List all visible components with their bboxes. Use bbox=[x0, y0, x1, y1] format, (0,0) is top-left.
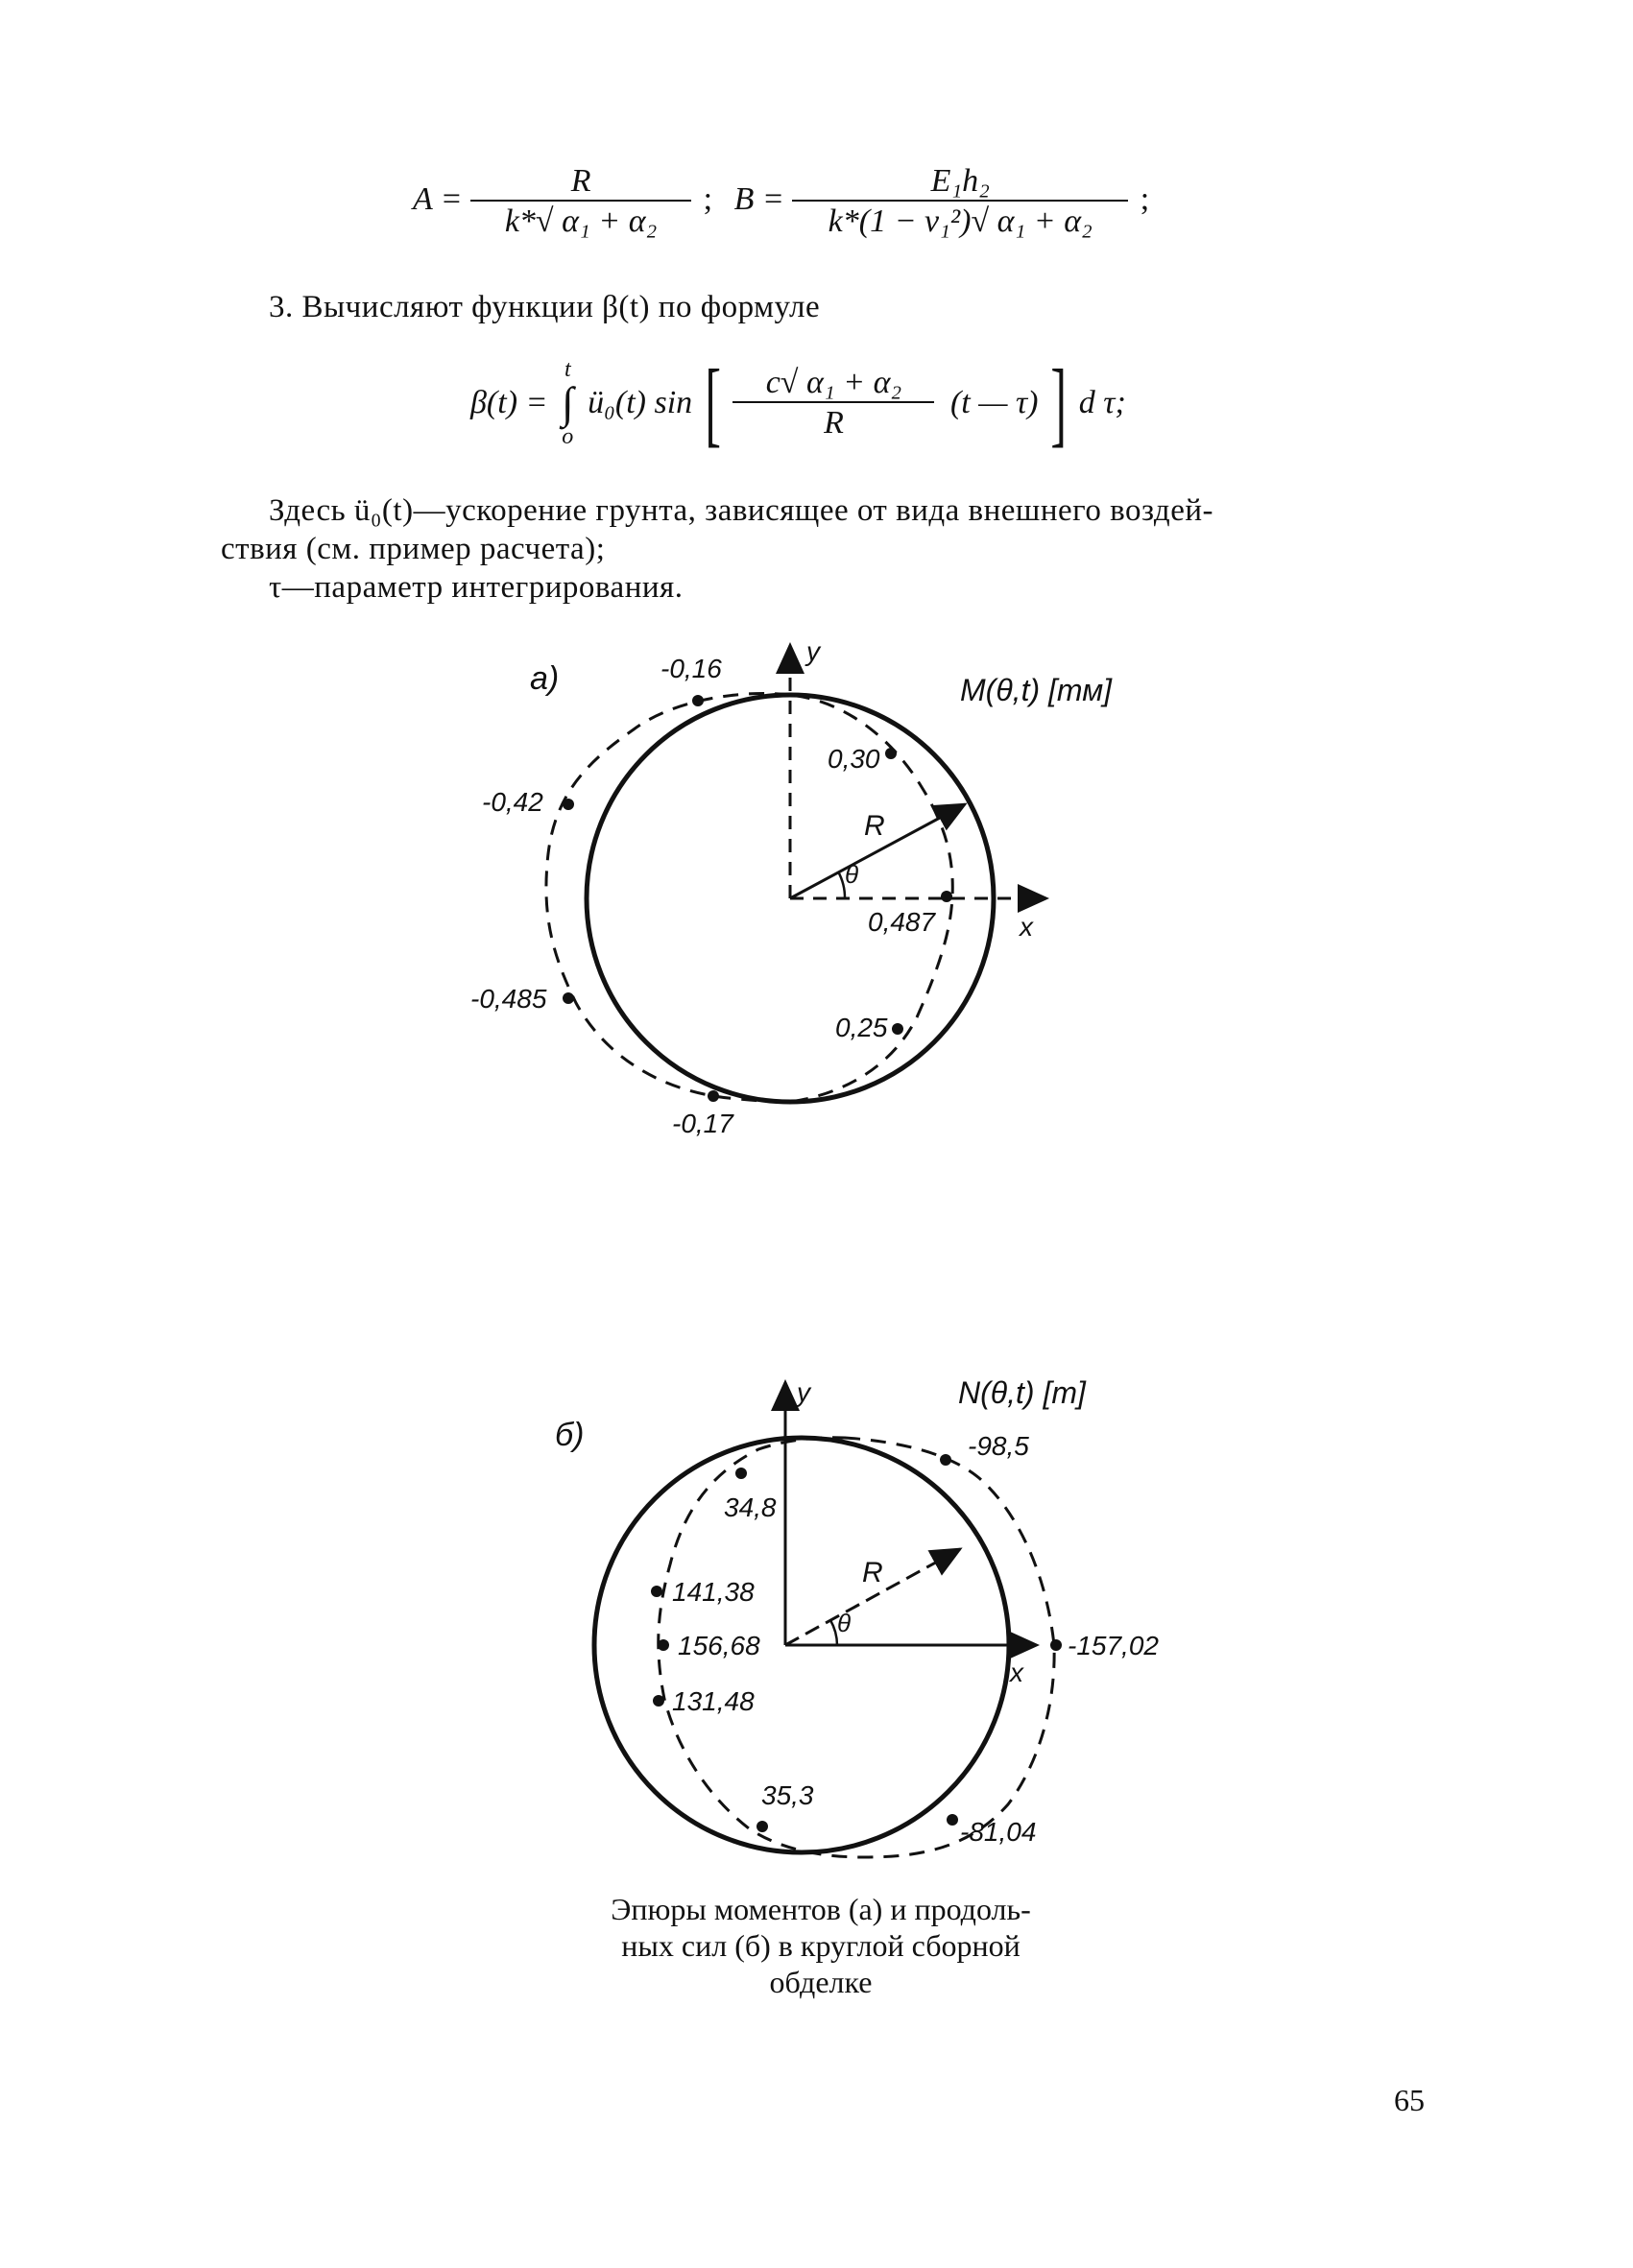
diagram-a-title: M(θ,t) [тм] bbox=[960, 673, 1113, 707]
formula-b-lhs: B = bbox=[733, 180, 784, 217]
formula-a-numerator: R bbox=[570, 163, 591, 199]
angle-arc bbox=[838, 871, 845, 898]
value-label: 0,30 bbox=[828, 744, 880, 774]
diagram-a-label: a) bbox=[530, 660, 560, 697]
formula-a-lhs: A = bbox=[413, 180, 463, 217]
value-label: -157,02 bbox=[1068, 1631, 1159, 1660]
value-label: -81,04 bbox=[960, 1817, 1037, 1847]
caption-line-1: Эпюры моментов (а) и продоль- bbox=[611, 1892, 1031, 1926]
formula-beta bbox=[470, 349, 1126, 456]
formula-beta-fraction bbox=[732, 365, 934, 442]
axis-y-label: y bbox=[797, 1377, 810, 1407]
value-label: 141,38 bbox=[672, 1577, 755, 1607]
point-0487 bbox=[941, 891, 952, 902]
point-14138 bbox=[651, 1586, 662, 1597]
step-3-text: 3. Вычисляют функции β(t) по формуле bbox=[269, 290, 821, 324]
here-paragraph bbox=[221, 491, 1440, 607]
value-label: -0,16 bbox=[660, 654, 722, 683]
radius-label: R bbox=[862, 1557, 883, 1588]
axis-y-label: y bbox=[806, 636, 820, 666]
formula-separator: ; bbox=[703, 180, 713, 217]
page-number: 65 bbox=[1394, 2083, 1425, 2117]
formula-beta-argument: (t — τ) bbox=[949, 385, 1039, 420]
integral-lower-limit: o bbox=[562, 424, 574, 449]
point-m985 bbox=[940, 1454, 951, 1466]
axis-x-label: x bbox=[1010, 1658, 1023, 1687]
point-348 bbox=[735, 1468, 747, 1479]
diagram-b-forces bbox=[0, 1363, 1633, 1881]
point-m15702 bbox=[1050, 1639, 1062, 1651]
here-line-2: ствия (см. пример расчета); bbox=[221, 532, 606, 566]
value-label: 0,25 bbox=[835, 1013, 888, 1042]
caption-line-2: ных сил (б) в круглой сборной bbox=[621, 1928, 1021, 1963]
axis-x-label: x bbox=[1020, 912, 1033, 942]
radius-label: R bbox=[864, 810, 885, 842]
point-m16 bbox=[692, 695, 704, 706]
formula-b-numerator: E₁h₂ bbox=[930, 163, 990, 199]
point-353 bbox=[756, 1821, 768, 1832]
point-m8104 bbox=[947, 1814, 958, 1826]
point-m017 bbox=[708, 1090, 719, 1102]
point-m0485 bbox=[563, 992, 574, 1004]
left-bracket: [ bbox=[705, 349, 721, 456]
value-label: 0,487 bbox=[868, 907, 936, 937]
angle-arc bbox=[830, 1620, 837, 1645]
caption-line-3: обделке bbox=[769, 1965, 873, 1999]
right-bracket: ] bbox=[1050, 349, 1067, 456]
formula-b-denominator: k*(1 − ν₁²)√ α₁ + α₂ bbox=[792, 200, 1128, 240]
point-13148 bbox=[653, 1695, 664, 1707]
point-030 bbox=[885, 748, 897, 759]
formula-beta-tail: d τ; bbox=[1078, 385, 1126, 420]
integral-symbol: ∫ bbox=[561, 378, 574, 427]
formula-end: ; bbox=[1140, 180, 1150, 217]
value-label: -0,17 bbox=[672, 1109, 733, 1138]
tau-line: τ—параметр интегрирования. bbox=[269, 570, 684, 605]
diagram-b-label: б) bbox=[555, 1417, 585, 1453]
formula-b-fraction bbox=[792, 163, 1128, 240]
integral-upper-limit: t bbox=[564, 357, 571, 382]
value-label: -98,5 bbox=[968, 1431, 1029, 1461]
formula-beta-denominator: R bbox=[732, 401, 934, 442]
point-025 bbox=[892, 1023, 903, 1035]
diagram-a-moments bbox=[0, 614, 1633, 1152]
value-label: 156,68 bbox=[678, 1631, 760, 1660]
formula-a-denominator: k*√ α₁ + α₂ bbox=[470, 200, 691, 240]
angle-label: θ bbox=[837, 1609, 852, 1637]
value-label: 131,48 bbox=[672, 1686, 755, 1716]
value-label: -0,485 bbox=[470, 984, 547, 1014]
formula-beta-numerator: c√ α₁ + α₂ bbox=[765, 365, 902, 400]
figure-caption bbox=[538, 1891, 1104, 2000]
point-15668 bbox=[658, 1639, 669, 1651]
point-m042 bbox=[563, 799, 574, 810]
formula-beta-lhs: β(t) = bbox=[470, 385, 548, 420]
here-line-1: Здесь ü₀(t)—ускорение грунта, зависящее от вида внешнего воздей- bbox=[269, 493, 1213, 528]
angle-label: θ bbox=[845, 860, 859, 889]
value-label: -0,42 bbox=[482, 787, 543, 817]
value-label: 35,3 bbox=[761, 1780, 814, 1810]
integral-sign bbox=[562, 358, 574, 448]
formula-a-fraction bbox=[470, 163, 691, 240]
diagram-b-title: N(θ,t) [т] bbox=[958, 1375, 1086, 1410]
formula-a-b bbox=[413, 163, 1149, 240]
formula-beta-integrand: ü₀(t) sin bbox=[588, 385, 693, 420]
value-label: 34,8 bbox=[724, 1492, 777, 1522]
